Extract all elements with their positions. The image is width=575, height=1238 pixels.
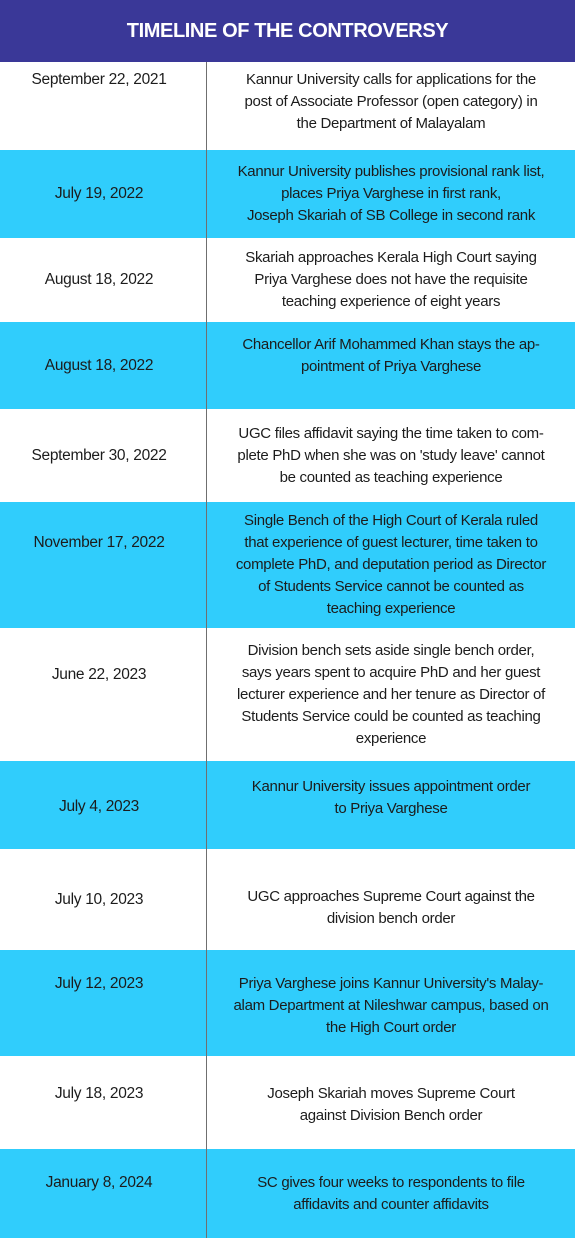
timeline-date: July 10, 2023 bbox=[0, 849, 207, 950]
timeline-date: September 22, 2021 bbox=[0, 62, 207, 150]
timeline-row bbox=[0, 238, 575, 322]
timeline-date: July 18, 2023 bbox=[0, 1056, 207, 1149]
timeline-description: Skariah approaches Kerala High Court saying Priya Varghese does not have the requisite teaching experience of eight years bbox=[245, 249, 537, 310]
timeline-row bbox=[0, 502, 575, 628]
timeline-table bbox=[0, 62, 575, 1238]
timeline-date: September 30, 2022 bbox=[0, 409, 207, 502]
timeline-row bbox=[0, 761, 575, 849]
timeline-description: Kannur University issues appointment order to Priya Varghese bbox=[251, 778, 531, 817]
timeline-row bbox=[0, 950, 575, 1056]
timeline-date: July 4, 2023 bbox=[0, 761, 207, 849]
timeline-date: November 17, 2022 bbox=[0, 502, 207, 628]
timeline-date: January 8, 2024 bbox=[0, 1149, 207, 1238]
timeline-row bbox=[0, 1149, 575, 1238]
timeline-date: July 19, 2022 bbox=[0, 150, 207, 238]
timeline-description: Kannur University calls for applications for the post of Associate Professor (open category) in the Department of Malayalam bbox=[244, 71, 538, 132]
timeline-row bbox=[0, 150, 575, 238]
timeline-description: Division bench sets aside single bench order, says years spent to acquire PhD and her guest lecturer experience and her tenure as Director of Students Service could be counted as teaching experience bbox=[237, 641, 545, 747]
timeline-row bbox=[0, 409, 575, 502]
timeline-date: August 18, 2022 bbox=[0, 238, 207, 322]
timeline-date: July 12, 2023 bbox=[0, 950, 207, 1056]
timeline-row bbox=[0, 62, 575, 150]
timeline-date: June 22, 2023 bbox=[0, 628, 207, 761]
timeline-description: UGC approaches Supreme Court against the division bench order bbox=[247, 888, 535, 927]
timeline-date: August 18, 2022 bbox=[0, 322, 207, 409]
timeline-description: Priya Varghese joins Kannur University's Malay- alam Department at Nileshwar campus, based on the High Court order bbox=[233, 975, 549, 1036]
timeline-description: UGC files affidavit saying the time taken to com- plete PhD when she was on 'study leave' cannot be counted as teaching experience bbox=[237, 424, 545, 486]
page-title bbox=[0, 0, 575, 62]
page-title-text: TIMELINE OF THE CONTROVERSY bbox=[126, 19, 449, 42]
timeline-description: Joseph Skariah moves Supreme Court against Division Bench order bbox=[267, 1085, 515, 1124]
timeline-row bbox=[0, 322, 575, 409]
timeline-row bbox=[0, 1056, 575, 1149]
timeline-description: Chancellor Arif Mohammed Khan stays the ap- pointment of Priya Varghese bbox=[242, 336, 540, 375]
timeline-description: Kannur University publishes provisional rank list, places Priya Varghese in first rank, Joseph Skariah of SB College in second rank bbox=[237, 163, 545, 224]
timeline-row bbox=[0, 628, 575, 761]
timeline-description: SC gives four weeks to respondents to file affidavits and counter affidavits bbox=[257, 1174, 525, 1213]
timeline-description: Single Bench of the High Court of Kerala ruled that experience of guest lecturer, time taken to complete PhD, and deputation period as Director of Students Service cannot be counted as teaching experience bbox=[235, 512, 547, 617]
timeline-row bbox=[0, 849, 575, 950]
